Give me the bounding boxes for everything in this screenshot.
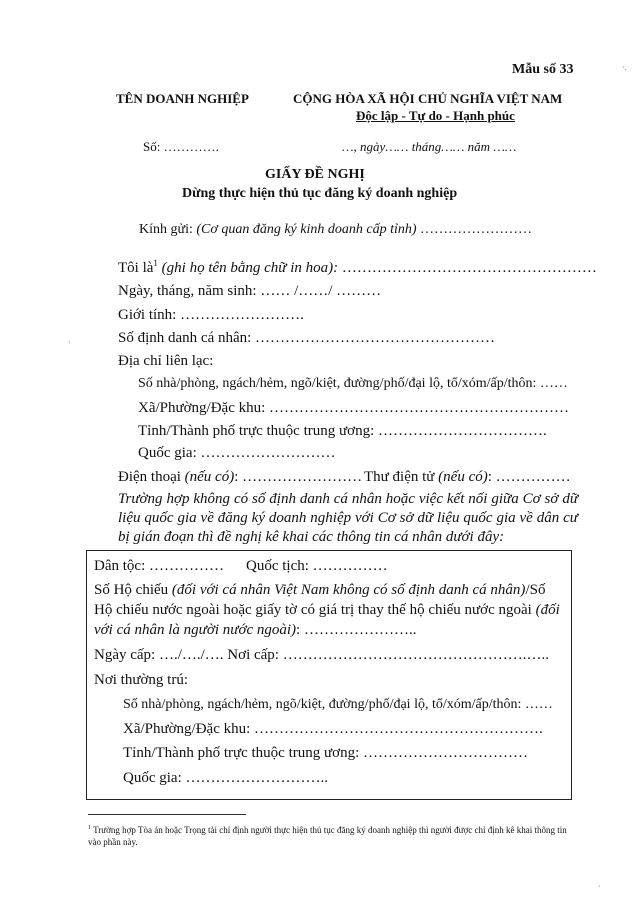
residence-label: Nơi thường trú: xyxy=(94,672,188,688)
phone-hint: (nếu có) xyxy=(184,469,235,485)
address-country: Quốc gia: ……………………… xyxy=(138,445,336,461)
recipient-hint: (Cơ quan đăng ký kinh doanh cấp tỉnh) xyxy=(196,222,417,237)
nationality-field: Quốc tịch: …………… xyxy=(246,558,388,574)
address-label: Địa chỉ liên lạc: xyxy=(118,353,214,369)
email-field xyxy=(364,469,571,486)
footnote-text: Trường hợp Tòa án hoặc Trọng tài chỉ định người thực hiện thủ tục đăng ký doanh nghiệp thì người được chỉ định kê khai thông tin vào phần này. xyxy=(88,825,567,847)
page-subtitle: Dừng thực hiện thủ tục đăng ký doanh nghiệp xyxy=(182,186,458,201)
recipient-dots: …………………… xyxy=(416,222,533,237)
id-number-field: Số định danh cá nhân: ………………………………………… xyxy=(118,330,496,346)
name-label: Tôi là xyxy=(118,260,154,276)
country-name: CỘNG HÒA XÃ HỘI CHỦ NGHĨA VIỆT NAM xyxy=(293,91,563,106)
recipient-prefix: Kính gửi: xyxy=(139,222,197,237)
national-motto: Độc lập - Tự do - Hạnh phúc xyxy=(356,108,515,123)
address-street: Số nhà/phòng, ngách/hẻm, ngõ/kiệt, đường/phố/đại lộ, tổ/xóm/ấp/thôn: …… xyxy=(138,376,568,391)
passport-label: Số Hộ chiếu xyxy=(94,582,172,598)
gender-field: Giới tính: ……………………. xyxy=(118,307,304,323)
issue-field: Ngày cấp: …./…./…. Nơi cấp: ………………………………………….….. xyxy=(94,647,549,663)
residence-ward: Xã/Phường/Đặc khu: …………………………………………………. xyxy=(123,721,543,737)
name-dots: …………………………………………… xyxy=(341,260,597,276)
passport-field xyxy=(94,580,566,640)
address-province: Tỉnh/Thành phố trực thuộc trung ương: ……………………………. xyxy=(138,423,547,439)
instruction-note: Trường hợp không có số định danh cá nhân hoặc việc kết nối giữa Cơ sở dữ liệu quốc gia về đăng ký doanh nghiệp với Cơ sở dữ liệu quốc gia về dân cư bị gián đoạn thì đề nghị kê khai các thông tin cá nhân dưới đây: xyxy=(118,491,578,545)
document-number: Số: …………. xyxy=(143,139,219,154)
phone-field xyxy=(118,469,362,486)
passport-hint-vn: (đối với cá nhân Việt Nam không có số định danh cá nhân) xyxy=(171,582,526,598)
phone-label: Điện thoại xyxy=(118,469,185,485)
phone-dots: : …………………… xyxy=(234,469,363,485)
scan-speck: ·. xyxy=(622,63,627,72)
document-date: …, ngày…… tháng…… năm …… xyxy=(342,139,517,154)
company-name: TÊN DOANH NGHIỆP xyxy=(116,91,249,106)
name-field xyxy=(118,258,597,277)
address-ward: Xã/Phường/Đặc khu: …………………………………………………… xyxy=(138,400,570,416)
email-label: Thư điện tử xyxy=(364,469,439,485)
footnote-divider xyxy=(88,814,246,815)
footnote-ref: 1 xyxy=(153,258,158,268)
ethnicity-field: Dân tộc: …………… xyxy=(94,558,224,574)
scan-speck: · xyxy=(68,338,71,347)
residence-province: Tỉnh/Thành phố trực thuộc trung ương: …………………………… xyxy=(123,745,528,761)
passport-dots: : ………………….. xyxy=(296,622,417,638)
recipient-line xyxy=(139,222,532,238)
email-hint: (nếu có) xyxy=(438,469,488,485)
residence-country: Quốc gia: ……………………….. xyxy=(123,770,328,786)
footnote xyxy=(88,822,580,848)
residence-street: Số nhà/phòng, ngách/hẻm, ngõ/kiệt, đường/phố/đại lộ, tổ/xóm/ấp/thôn: …… xyxy=(123,697,553,712)
passport-hint-foreign: (đối với cá nhân là người nước ngoài) xyxy=(94,602,560,638)
email-dots: : …………… xyxy=(487,469,571,485)
scan-speck: · xyxy=(598,882,601,891)
form-number: Mẫu số 33 xyxy=(512,62,574,77)
passport-label-foreign: /Số Hộ chiếu nước ngoài hoặc giấy tờ có giá trị thay thế hộ chiếu nước ngoài xyxy=(94,582,546,618)
footnote-mark: 1 xyxy=(88,825,91,831)
dob-field: Ngày, tháng, năm sinh: …… /……/ ……… xyxy=(118,283,382,299)
page-title: GIẤY ĐỀ NGHỊ xyxy=(265,167,365,182)
name-hint: (ghi họ tên bằng chữ in hoa): xyxy=(157,260,342,276)
